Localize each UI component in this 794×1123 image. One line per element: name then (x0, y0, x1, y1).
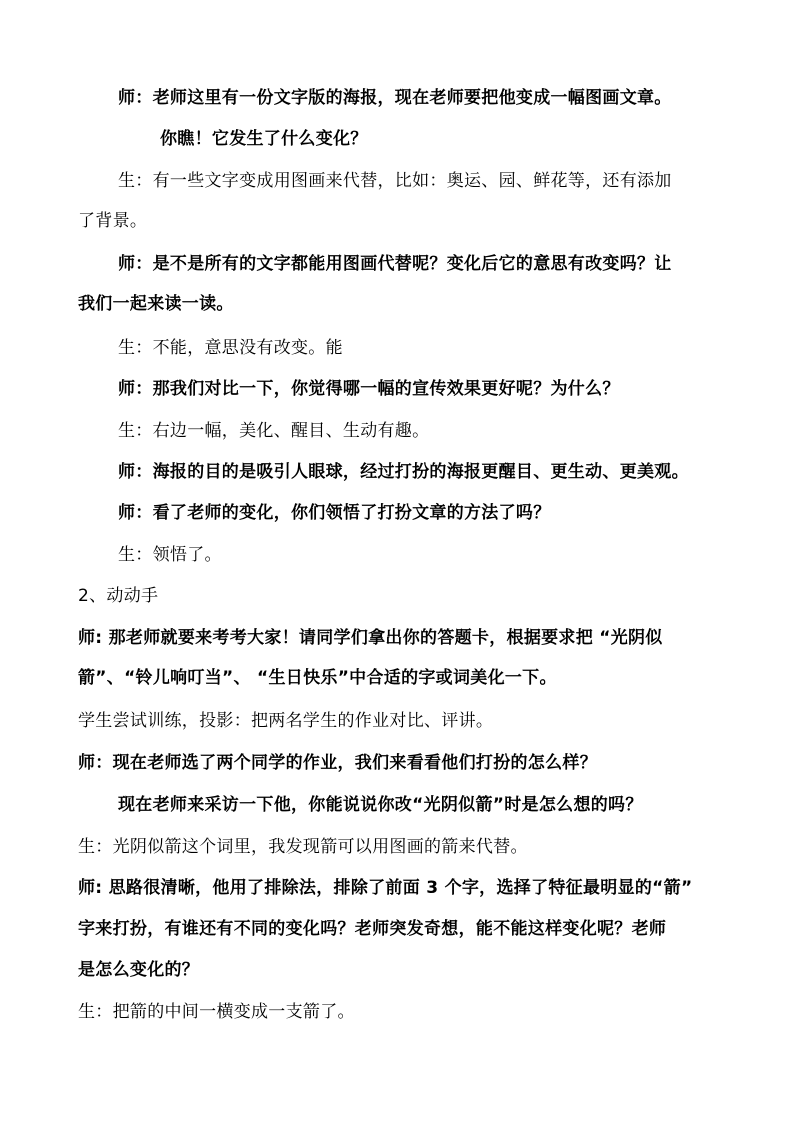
paragraph-student-answer-1-cont: 了背景。 (78, 211, 148, 231)
paragraph-teacher-question-1-cont: 我们一起来读一读。 (78, 294, 234, 314)
paragraph-teacher-poster: 师：老师这里有一份文字版的海报，现在老师要把他变成一幅图画文章。 (118, 88, 672, 108)
paragraph-student-answer-2: 生：不能，意思没有改变。能 (118, 338, 343, 358)
paragraph-student-answer-3: 生：右边一幅，美化、醒目、生动有趣。 (118, 421, 430, 441)
paragraph-teacher-elimination-cont-2: 是怎么变化的？ (78, 960, 200, 980)
paragraph-teacher-elimination-cont-1: 字来打扮，有谁还有不同的变化吗？老师突发奇想，能不能这样变化呢？老师 (78, 919, 667, 939)
paragraph-teacher-poster-purpose: 师：海报的目的是吸引人眼球，经过打扮的海报更醒目、更生动、更美观。 (118, 462, 689, 482)
paragraph-student-answer-1: 生：有一些文字变成用图画来代替，比如：奥运、园、鲜花等，还有添加 (118, 171, 672, 191)
paragraph-teacher-selected-work: 师：现在老师选了两个同学的作业，我们来看看他们打扮的怎么样？ (78, 753, 597, 773)
paragraph-student-practice: 学生尝试训练，投影：把两名学生的作业对比、评讲。 (78, 711, 494, 731)
paragraph-teacher-question-1: 师：是不是所有的文字都能用图画代替呢？变化后它的意思有改变吗？让 (118, 254, 672, 274)
paragraph-what-changed: 你瞧！它发生了什么变化？ (160, 129, 368, 149)
paragraph-teacher-task: 师: 那老师就要来考考大家！请同学们拿出你的答题卡，根据要求把 “光阴似 (78, 628, 663, 648)
paragraph-teacher-compare: 师：那我们对比一下，你觉得哪一幅的宣传效果更好呢？为什么？ (118, 379, 620, 399)
paragraph-teacher-method: 师：看了老师的变化，你们领悟了打扮文章的方法了吗？ (118, 503, 551, 523)
section-heading-hands-on: 2、动动手 (78, 586, 159, 606)
paragraph-teacher-elimination: 师: 思路很清晰，他用了排除法，排除了前面 3 个字，选择了特征最明显的“箭” (78, 878, 693, 898)
paragraph-student-answer-4: 生：领悟了。 (118, 545, 222, 565)
paragraph-teacher-task-cont: 箭”、“铃儿响叮当”、 “生日快乐”中合适的字或词美化一下。 (78, 668, 557, 688)
paragraph-student-answer-6: 生：把箭的中间一横变成一支箭了。 (78, 1002, 355, 1022)
paragraph-teacher-interview: 现在老师来采访一下他，你能说说你改“光阴似箭”时是怎么想的吗？ (118, 795, 643, 815)
paragraph-student-answer-5: 生：光阴似箭这个词里，我发现箭可以用图画的箭来代替。 (78, 837, 528, 857)
